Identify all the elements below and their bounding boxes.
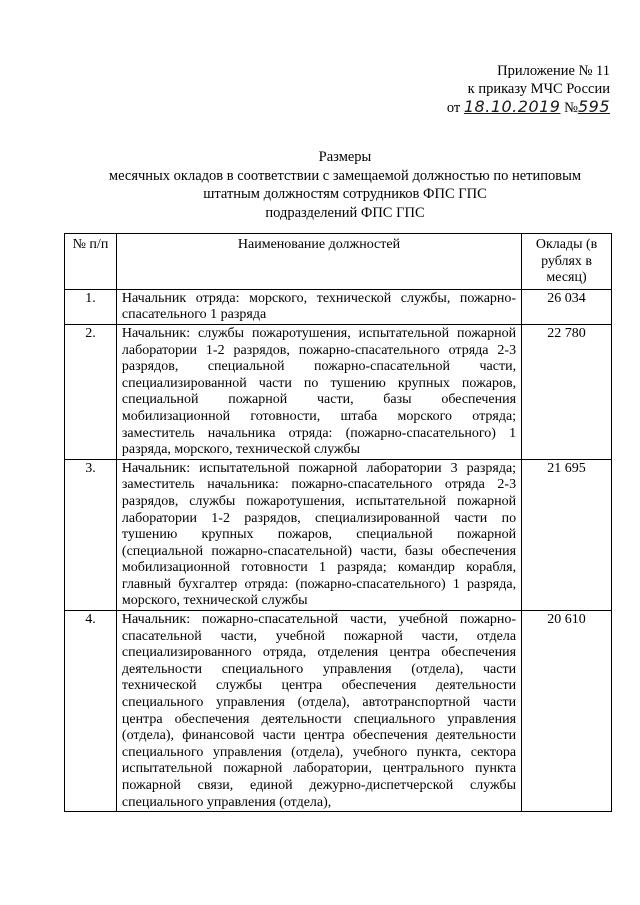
- row-num: 4.: [65, 611, 117, 812]
- table-row: [65, 324, 612, 459]
- header-num: № п/п: [65, 234, 117, 290]
- row-salary: 21 695: [522, 459, 612, 610]
- title-line-1: Размеры: [318, 149, 372, 165]
- row-position: Начальник: службы пожаротушения, испытательной пожарной лаборатории 1-2 разрядов, пожарно-спасательного отряда 2-3 разрядов, специальной пожарно-спасательной части, специализированной части по тушению крупных пожаров, специальной пожарной части, базы обеспечения мобилизационной готовности, штаба морского отряда; заместитель начальника отряда: (пожарно-спасательного) 1 разряда, морского, технической службы: [116, 324, 521, 459]
- table-header-row: [65, 234, 612, 290]
- row-position: Начальник: пожарно-спасательной части, учебной пожарно-спасательной части, учебной пожарной части, отдела специализированного отряда, отделения центра обеспечения деятельности специального управления (отдела), части технической службы центра обеспечения деятельности специального управления (отдела), автотранспортной части центра обеспечения деятельности специального управления (отдела), финансовой части центра обеспечения деятельности специального управления (отдела), учебного пункта, сектора испытательной пожарной лаборатории, центрального пункта пожарной связи, единой дежурно-диспетчерской службы специального управления (отдела),: [116, 611, 521, 812]
- table-row: [65, 289, 612, 324]
- appendix-date-line: [410, 98, 610, 117]
- title-line-2: месячных окладов в соответствии с замещаемой должностью по нетиповым: [108, 167, 582, 184]
- date-prefix: от: [446, 100, 461, 116]
- handwritten-date: 18.10.2019: [463, 97, 561, 116]
- title-line-4: подразделений ФПС ГПС: [265, 204, 425, 221]
- document-title: [90, 148, 600, 222]
- appendix-header: [410, 62, 610, 117]
- appendix-order-ref: к приказу МЧС России: [467, 81, 610, 97]
- row-salary: 22 780: [522, 324, 612, 459]
- title-line-3: штатным должностям сотрудников ФПС ГПС: [203, 186, 487, 202]
- row-position: Начальник: испытательной пожарной лаборатории 3 разряда; заместитель начальника: пожарно-спасательного отряда 2-3 разрядов, службы пожаротушения, испытательной пожарной лаборатории 1-2 разрядов, специализированной части по тушению крупных пожаров, специальной пожарной (специальной пожарно-спасательной) части, базы обеспечения мобилизационной готовности 1 разряда; командир корабля, главный бухгалтер отряда: (пожарно-спасательного) 1 разряда, морского, технической службы: [116, 459, 521, 610]
- header-name: Наименование должностей: [116, 234, 521, 290]
- table-row: [65, 611, 612, 812]
- appendix-number: Приложение № 11: [497, 63, 610, 79]
- salary-table: [64, 233, 612, 812]
- row-salary: 26 034: [522, 289, 612, 324]
- row-num: 2.: [65, 324, 117, 459]
- row-num: 3.: [65, 459, 117, 610]
- table-row: [65, 459, 612, 610]
- row-position: Начальник отряда: морского, технической службы, пожарно-спасательного 1 разряда: [116, 289, 521, 324]
- header-salary: Оклады (в рублях в месяц): [522, 234, 612, 290]
- number-prefix: №: [564, 100, 578, 116]
- handwritten-number: 595: [577, 97, 610, 116]
- row-salary: 20 610: [522, 611, 612, 812]
- row-num: 1.: [65, 289, 117, 324]
